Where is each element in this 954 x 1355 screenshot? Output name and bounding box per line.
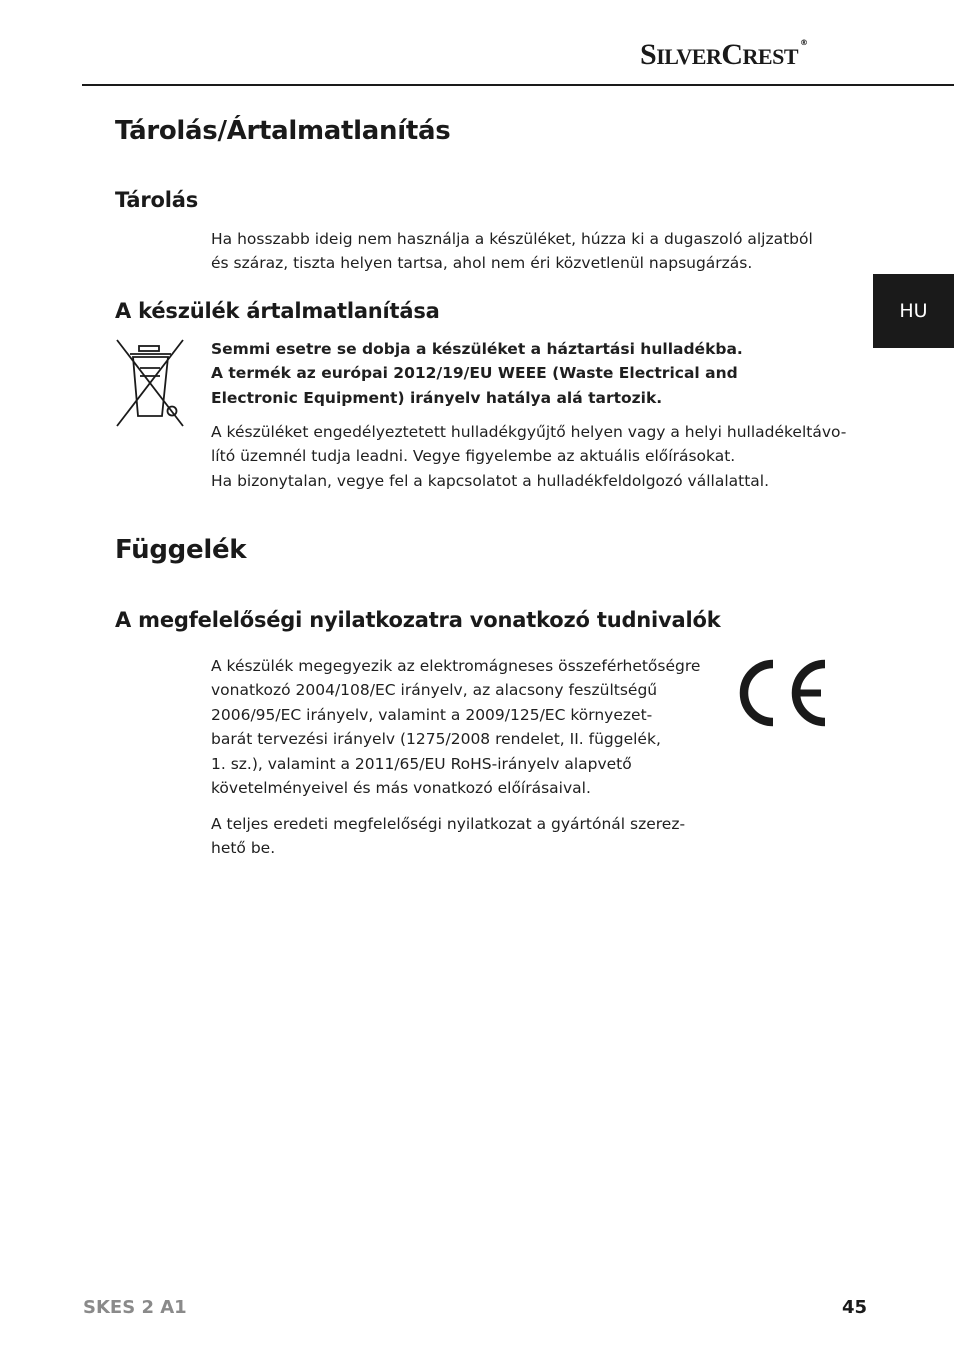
conformity-availability-paragraph	[211, 812, 691, 861]
heading-storage: Tárolás	[115, 188, 199, 212]
language-tab	[873, 274, 954, 348]
section-title-appendix: Függelék	[115, 535, 247, 565]
section-title-storage-disposal: Tárolás/Ártalmatlanítás	[115, 116, 451, 146]
brand-part: ILVER	[656, 44, 722, 69]
brand-part: S	[640, 38, 657, 71]
brand-part: C	[721, 38, 743, 71]
heading-conformity: A megfelelőségi nyilatkozatra vonatkozó tudnivalók	[115, 608, 721, 632]
text-line: Ha bizonytalan, vegye fel a kapcsolatot a hulladékfeldolgozó vállalattal.	[211, 471, 770, 490]
text-line: Ha hosszabb ideig nem használja a készüléket, húzza ki a dugaszoló aljzatból	[211, 230, 813, 248]
text-line: 2006/95/EC irányelv, valamint a 2009/125/EC környezet-	[211, 705, 653, 724]
text-line: Semmi esetre se dobja a készüléket a háztartási hulladékba.	[211, 340, 743, 358]
conformity-paragraph	[211, 654, 701, 800]
disposal-warning	[211, 337, 841, 410]
text-line: A termék az európai 2012/19/EU WEEE (Waste Electrical and	[211, 364, 738, 383]
text-line: követelményeivel és más vonatkozó előírásaival.	[211, 779, 591, 798]
text-line: Electronic Equipment) irányelv hatálya alá tartozik.	[211, 388, 663, 407]
text-line: barát tervezési irányelv (1275/2008 rendelet, II. függelék,	[211, 730, 661, 749]
text-line: hető be.	[211, 839, 276, 858]
language-tab-label: HU	[899, 300, 928, 322]
text-line: A készüléket engedélyeztetett hulladékgyűjtő helyen vagy a helyi hulladékeltávo-	[211, 423, 847, 441]
text-line: A készülék megegyezik az elektromágneses összeférhetőségre	[211, 657, 701, 675]
text-line: A teljes eredeti megfelelőségi nyilatkozat a gyártónál szerez-	[211, 815, 686, 833]
brand-part: REST	[742, 44, 799, 69]
weee-crossed-bin-icon	[115, 338, 185, 430]
text-line: 1. sz.), valamint a 2011/65/EU RoHS-irányelv alapvető	[211, 754, 632, 773]
ce-mark-icon	[733, 658, 831, 728]
brand-logo	[640, 38, 808, 72]
disposal-paragraph	[211, 420, 847, 493]
header-rule	[82, 84, 954, 86]
heading-disposal: A készülék ártalmatlanítása	[115, 299, 440, 323]
storage-paragraph	[211, 227, 841, 276]
text-line: és száraz, tiszta helyen tartsa, ahol nem éri közvetlenül napsugárzás.	[211, 254, 753, 273]
registered-mark: ®	[800, 38, 808, 47]
text-line: vonatkozó 2004/108/EC irányelv, az alacsony feszültségű	[211, 681, 658, 700]
footer-model: SKES 2 A1	[83, 1297, 187, 1318]
text-line: lító üzemnél tudja leadni. Vegye figyelembe az aktuális előírásokat.	[211, 447, 736, 466]
page-number: 45	[842, 1297, 868, 1318]
